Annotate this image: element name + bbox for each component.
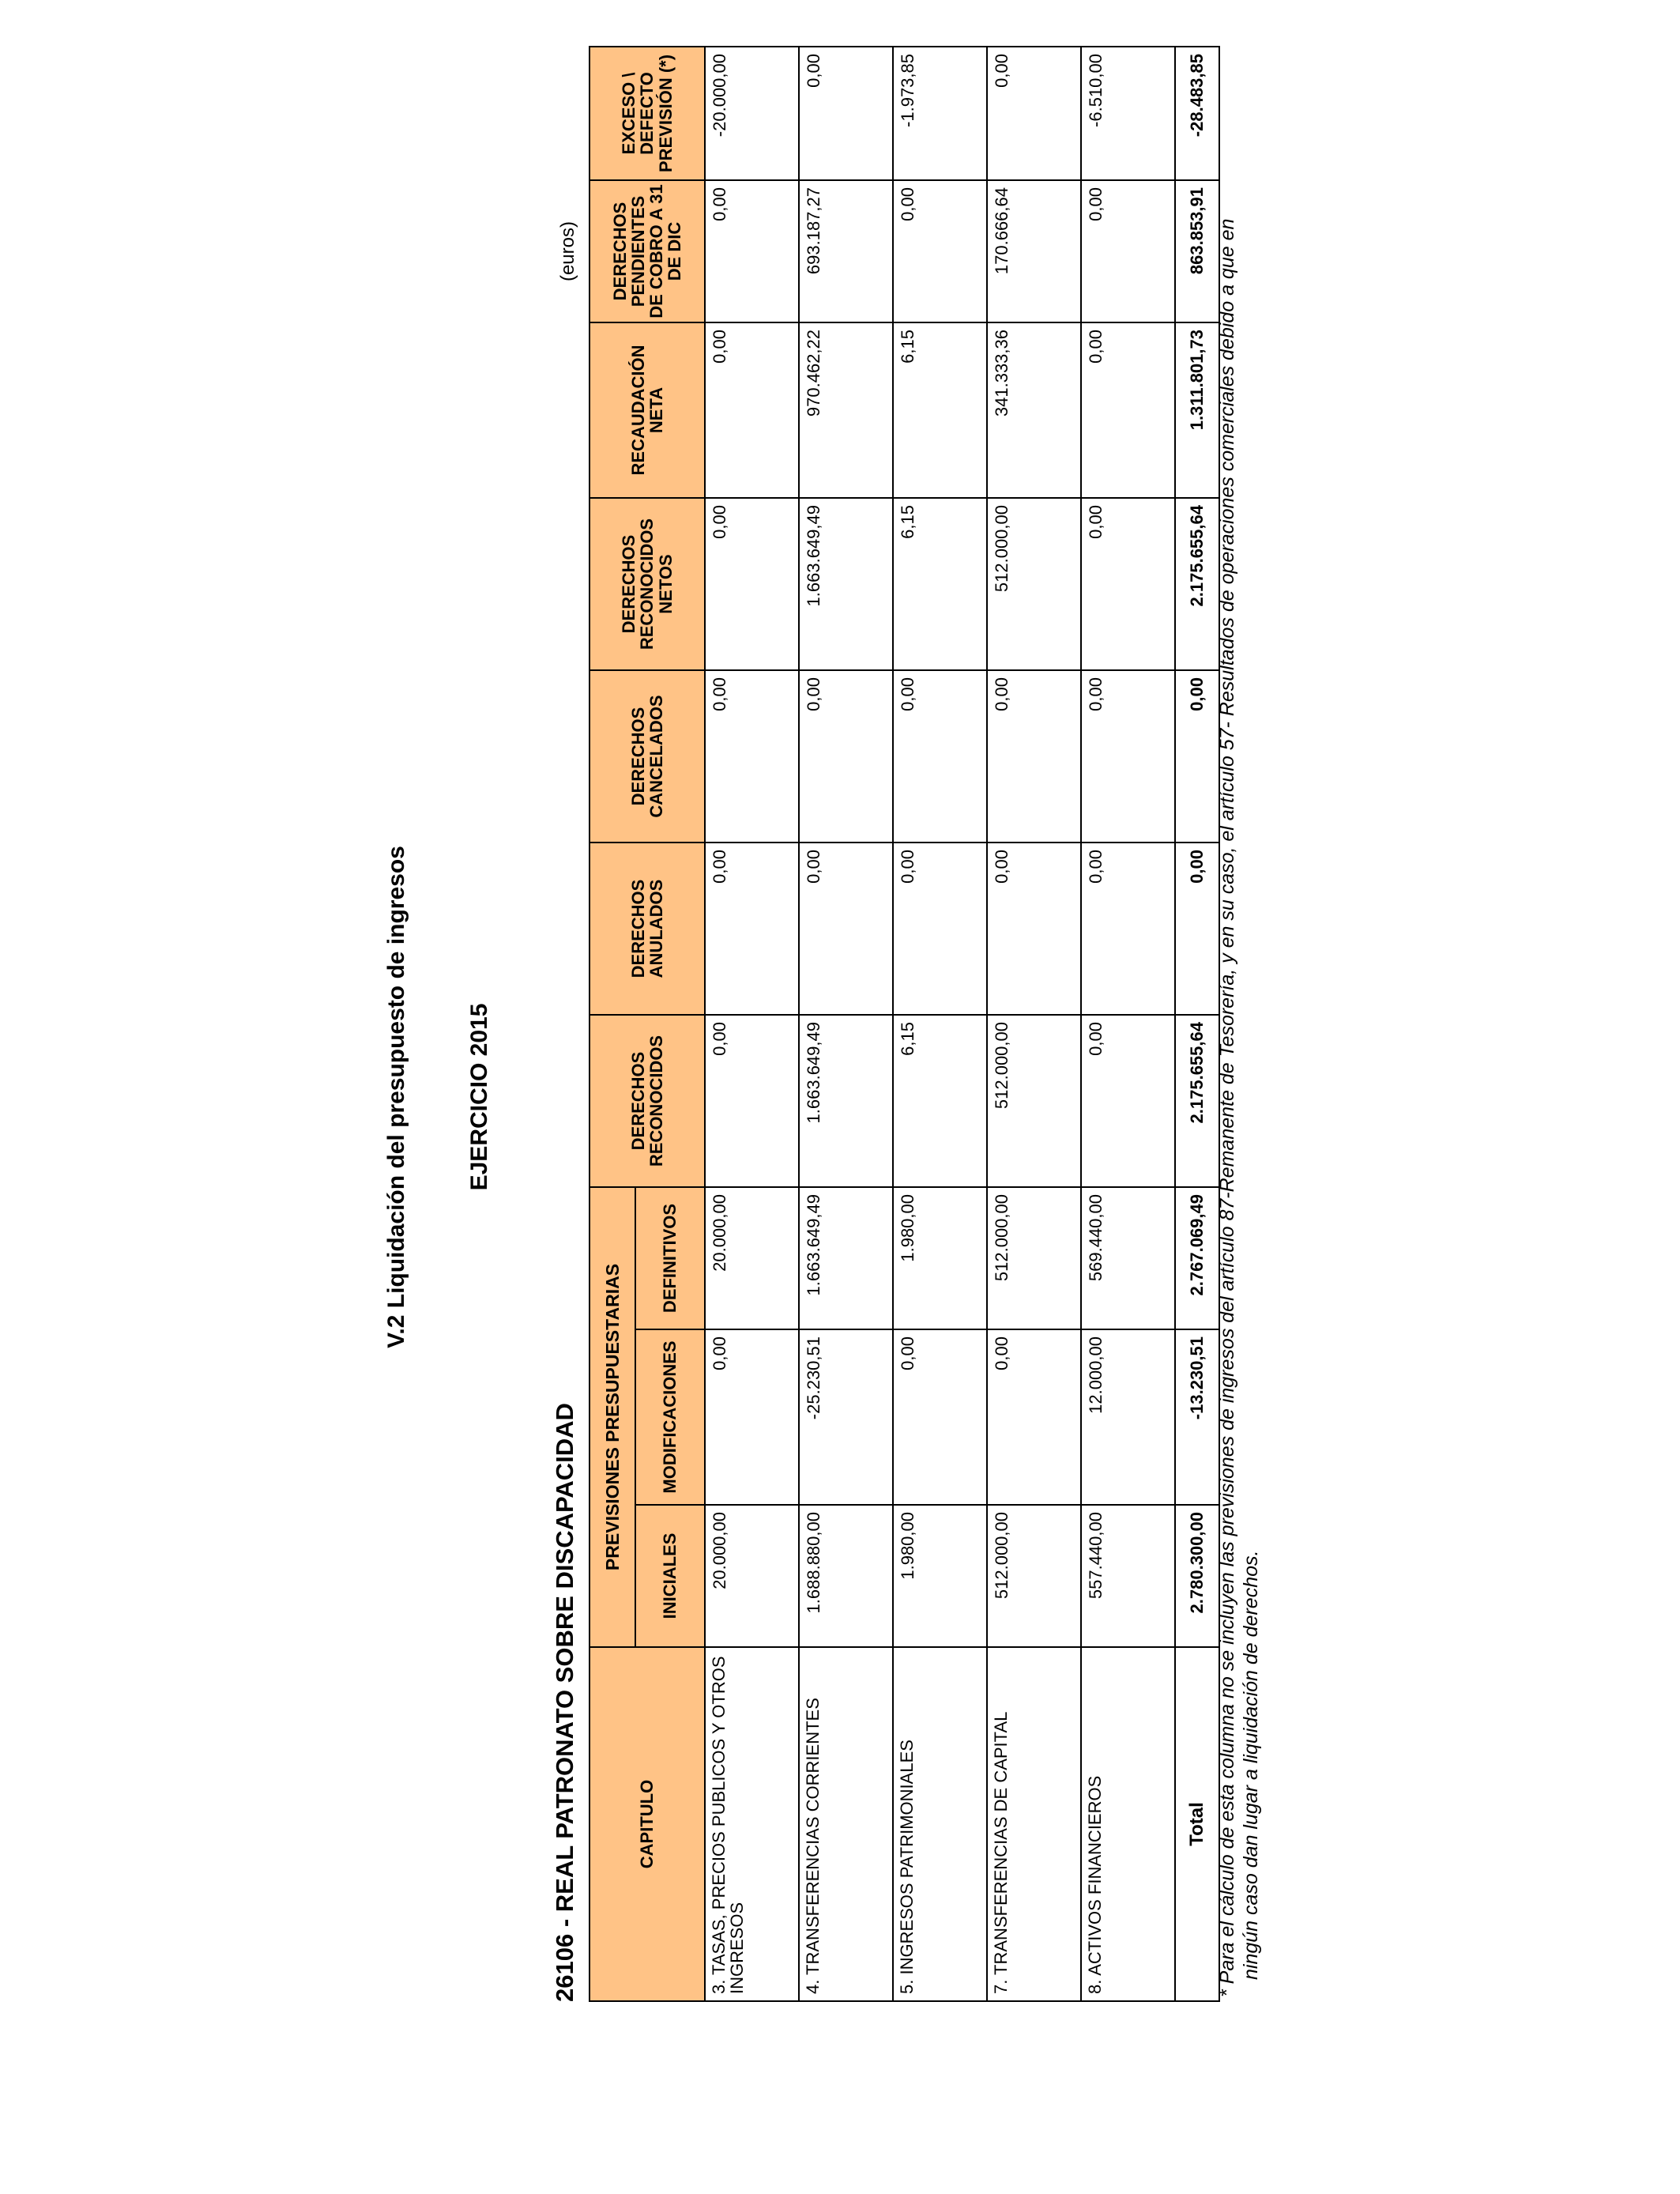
header-exceso: EXCESO \ DEFECTO PREVISIÓN (*): [590, 47, 705, 180]
header-cancelados: DERECHOS CANCELADOS: [590, 670, 705, 843]
cell-netos: 0,00: [705, 498, 799, 670]
total-row: [1175, 47, 1219, 2001]
total-reconocidos: 2.175.655,64: [1175, 1015, 1219, 1187]
cell-iniciales: 512.000,00: [987, 1505, 1081, 1647]
cell-netos: 512.000,00: [987, 498, 1081, 670]
row-label: 5. INGRESOS PATRIMONIALES: [893, 1647, 987, 2001]
cell-anulados: 0,00: [705, 843, 799, 1015]
unit-label: (euros): [557, 221, 578, 282]
cell-modificaciones: 12.000,00: [1081, 1329, 1175, 1505]
row-label: 3. TASAS, PRECIOS PUBLICOS Y OTROS INGRESOS: [705, 1647, 799, 2001]
row-label: 8. ACTIVOS FINANCIEROS: [1081, 1647, 1175, 2001]
cell-reconocidos: 0,00: [1081, 1015, 1175, 1187]
cell-definitivos: 512.000,00: [987, 1187, 1081, 1329]
total-iniciales: 2.780.300,00: [1175, 1505, 1219, 1647]
table-row: [705, 47, 799, 2001]
cell-pendientes: 170.666,64: [987, 180, 1081, 322]
cell-cancelados: 0,00: [987, 670, 1081, 843]
total-netos: 2.175.655,64: [1175, 498, 1219, 670]
total-recaudacion: 1.311.801,73: [1175, 322, 1219, 498]
total-modificaciones: -13.230,51: [1175, 1329, 1219, 1505]
header-reconocidos: DERECHOS RECONOCIDOS: [590, 1015, 705, 1187]
cell-recaudacion: 6,15: [893, 322, 987, 498]
document-title: V.2 Liquidación del presupuesto de ingresos: [383, 846, 409, 1348]
cell-recaudacion: 0,00: [705, 322, 799, 498]
total-anulados: 0,00: [1175, 843, 1219, 1015]
cell-modificaciones: 0,00: [893, 1329, 987, 1505]
cell-anulados: 0,00: [893, 843, 987, 1015]
cell-pendientes: 0,00: [1081, 180, 1175, 322]
cell-cancelados: 0,00: [705, 670, 799, 843]
cell-definitivos: 1.663.649,49: [799, 1187, 893, 1329]
header-netos: DERECHOS RECONOCIDOS NETOS: [590, 498, 705, 670]
cell-reconocidos: 0,00: [705, 1015, 799, 1187]
total-pendientes: 863.853,91: [1175, 180, 1219, 322]
exercise-title: EJERCICIO 2015: [466, 1003, 492, 1191]
cell-definitivos: 1.980,00: [893, 1187, 987, 1329]
header-definitivos: DEFINITIVOS: [635, 1187, 705, 1329]
cell-cancelados: 0,00: [893, 670, 987, 843]
cell-anulados: 0,00: [987, 843, 1081, 1015]
cell-netos: 1.663.649,49: [799, 498, 893, 670]
budget-table: [589, 46, 1220, 2002]
cell-definitivos: 569.440,00: [1081, 1187, 1175, 1329]
cell-exceso: 0,00: [799, 47, 893, 180]
cell-recaudacion: 341.333,36: [987, 322, 1081, 498]
cell-definitivos: 20.000,00: [705, 1187, 799, 1329]
total-definitivos: 2.767.069,49: [1175, 1187, 1219, 1329]
cell-anulados: 0,00: [799, 843, 893, 1015]
total-exceso: -28.483,85: [1175, 47, 1219, 180]
total-cancelados: 0,00: [1175, 670, 1219, 843]
table-row: [893, 47, 987, 2001]
cell-iniciales: 20.000,00: [705, 1505, 799, 1647]
cell-cancelados: 0,00: [1081, 670, 1175, 843]
header-pendientes: DERECHOS PENDIENTES DE COBRO A 31 DE DIC: [590, 180, 705, 322]
cell-exceso: -20.000,00: [705, 47, 799, 180]
table-row: [987, 47, 1081, 2001]
header-iniciales: INICIALES: [635, 1505, 705, 1647]
header-anulados: DERECHOS ANULADOS: [590, 843, 705, 1015]
cell-recaudacion: 0,00: [1081, 322, 1175, 498]
table-row: [1081, 47, 1175, 2001]
cell-netos: 0,00: [1081, 498, 1175, 670]
cell-pendientes: 0,00: [705, 180, 799, 322]
total-label: Total: [1175, 1647, 1219, 2001]
cell-reconocidos: 6,15: [893, 1015, 987, 1187]
cell-modificaciones: 0,00: [705, 1329, 799, 1505]
header-recaudacion: RECAUDACIÓN NETA: [590, 322, 705, 498]
cell-pendientes: 693.187,27: [799, 180, 893, 322]
cell-anulados: 0,00: [1081, 843, 1175, 1015]
cell-recaudacion: 970.462,22: [799, 322, 893, 498]
cell-reconocidos: 512.000,00: [987, 1015, 1081, 1187]
cell-exceso: -1.973,85: [893, 47, 987, 180]
header-capitulo: CAPITULO: [590, 1647, 705, 2001]
row-label: 7. TRANSFERENCIAS DE CAPITAL: [987, 1647, 1081, 2001]
cell-iniciales: 557.440,00: [1081, 1505, 1175, 1647]
cell-exceso: -6.510,00: [1081, 47, 1175, 180]
entity-title: 26106 - REAL PATRONATO SOBRE DISCAPACIDAD: [551, 1403, 578, 2002]
cell-reconocidos: 1.663.649,49: [799, 1015, 893, 1187]
cell-iniciales: 1.688.880,00: [799, 1505, 893, 1647]
header-previsiones: PREVISIONES PRESUPUESTARIAS: [590, 1187, 635, 1647]
cell-cancelados: 0,00: [799, 670, 893, 843]
cell-netos: 6,15: [893, 498, 987, 670]
header-modificaciones: MODIFICACIONES: [635, 1329, 705, 1505]
cell-modificaciones: 0,00: [987, 1329, 1081, 1505]
footnote: * Para el cálculo de esta columna no se incluyen las previsiones de ingresos del artículo 87-Remanente de Tesorería, y en su caso, el artículo 57- Resultados de operaciones comerciales debido a que en ningún caso dan lugar a liquidación de derechos.: [1216, 218, 1262, 1997]
cell-iniciales: 1.980,00: [893, 1505, 987, 1647]
row-label: 4. TRANSFERENCIAS CORRIENTES: [799, 1647, 893, 2001]
cell-pendientes: 0,00: [893, 180, 987, 322]
cell-modificaciones: -25.230,51: [799, 1329, 893, 1505]
table-row: [799, 47, 893, 2001]
cell-exceso: 0,00: [987, 47, 1081, 180]
